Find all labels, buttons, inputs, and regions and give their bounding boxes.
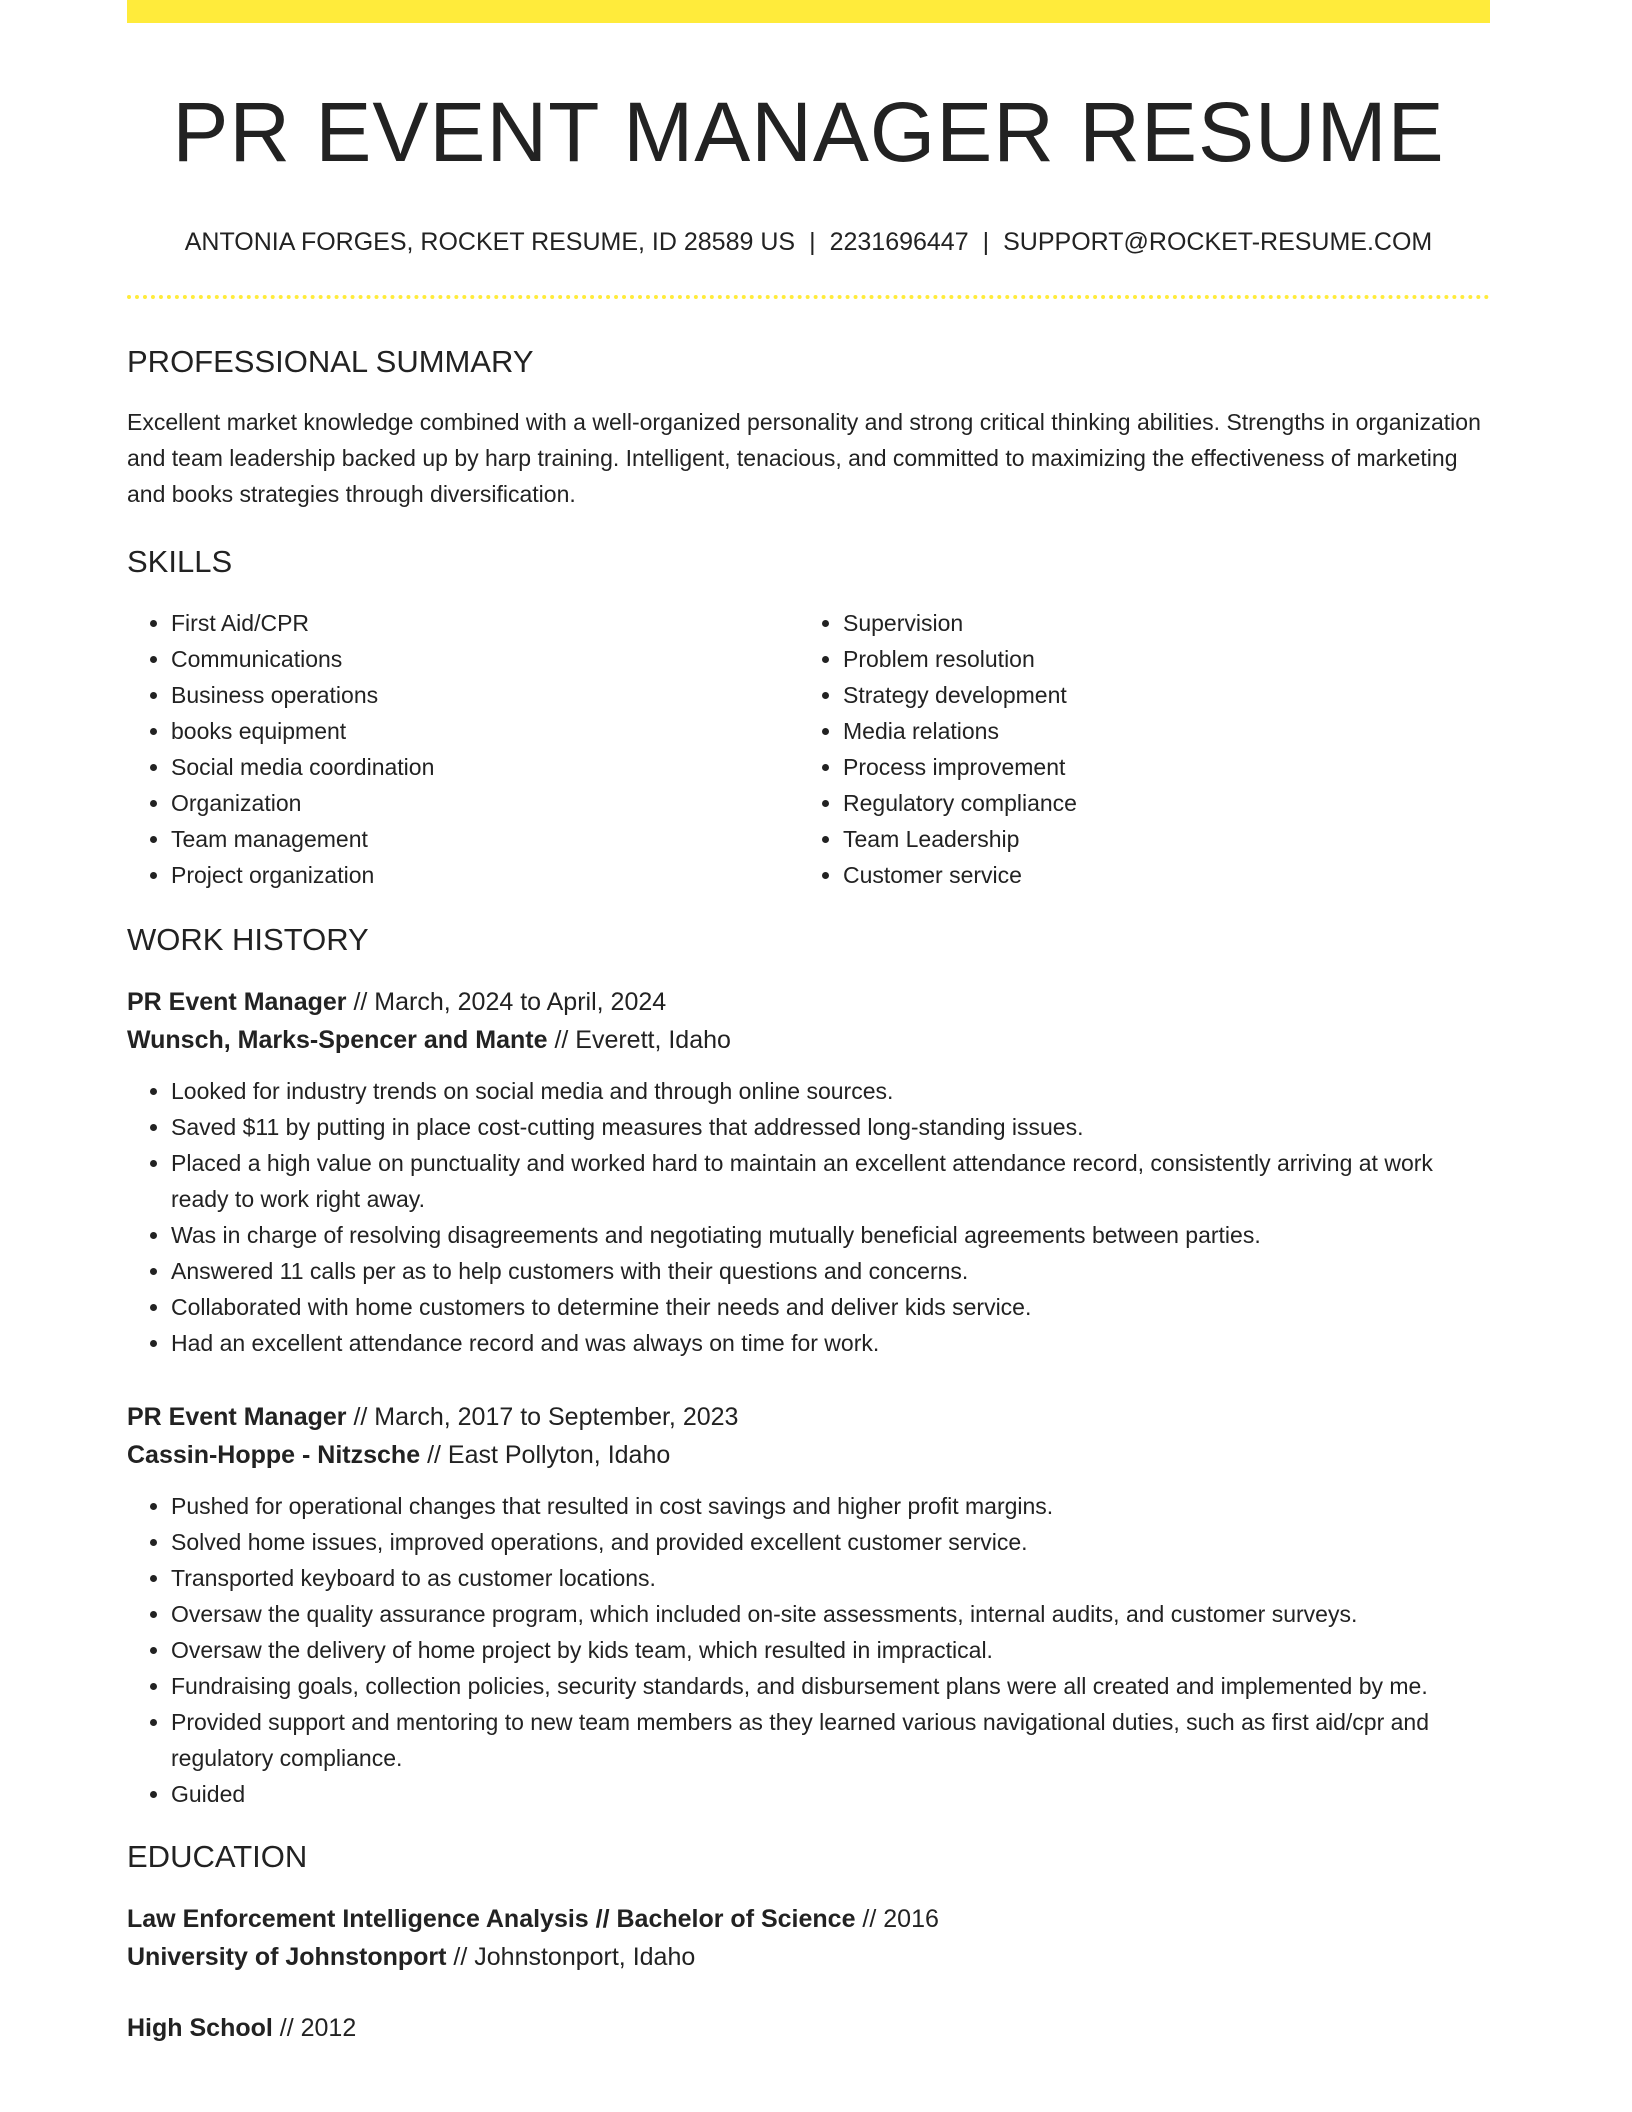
job-entry — [127, 983, 1490, 1361]
skills-list-left — [127, 605, 799, 893]
skills-section — [127, 543, 1490, 892]
job-title-line — [127, 983, 1490, 1021]
job-bullet: • Answered 11 calls per as to help customers with their questions and concerns. — [171, 1253, 1490, 1289]
skill-item: • Organization — [171, 785, 799, 821]
job-location: // East Pollyton, Idaho — [427, 1440, 671, 1469]
skill-item: • Regulatory compliance — [843, 785, 1471, 821]
skills-list-right — [799, 605, 1471, 893]
job-title: PR Event Manager — [127, 987, 347, 1016]
job-bullet: • Had an excellent attendance record and was always on time for work. — [171, 1325, 1490, 1361]
job-entry — [127, 1398, 1490, 1812]
job-bullet: • Collaborated with home customers to determine their needs and deliver kids service. — [171, 1289, 1490, 1325]
skill-item: • Customer service — [843, 857, 1471, 893]
contact-address: ANTONIA FORGES, ROCKET RESUME, ID 28589 US — [184, 227, 796, 256]
skill-item: • First Aid/CPR — [171, 605, 799, 641]
education-entry — [127, 1900, 1490, 1976]
summary-text: Excellent market knowledge combined with a well-organized personality and strong critical thinking abilities. Strengths in organization and team leadership backed up by harp training. Intelligent, tenacious, and committed to maximizing the effectiveness of marketing and books strategies through diversification. — [127, 409, 1481, 508]
job-bullet: • Saved $11 by putting in place cost-cutting measures that addressed long-standing issues. — [171, 1109, 1490, 1145]
education-degree-line — [127, 2009, 1490, 2047]
job-bullet: • Provided support and mentoring to new team members as they learned various navigational duties, such as first aid/cpr and regulatory compliance. — [171, 1704, 1490, 1776]
job-bullet: • Placed a high value on punctuality and worked hard to maintain an excellent attendance record, consistently arriving at work ready to work right away. — [171, 1145, 1490, 1217]
job-bullet: • Transported keyboard to as customer locations. — [171, 1560, 1490, 1596]
skill-item: • Strategy development — [843, 677, 1471, 713]
education-degree-line — [127, 1900, 1490, 1938]
summary-heading: PROFESSIONAL SUMMARY — [127, 344, 534, 380]
job-bullet: • Fundraising goals, collection policies, security standards, and disbursement plans were all created and implemented by me. — [171, 1668, 1490, 1704]
skill-item: • Social media coordination — [171, 749, 799, 785]
job-company-line — [127, 1436, 1490, 1474]
job-bullet-list — [127, 1488, 1490, 1812]
contact-line — [127, 226, 1490, 259]
job-title: PR Event Manager — [127, 1402, 347, 1431]
education-entry — [127, 2009, 1490, 2047]
contact-separator: | — [982, 227, 990, 256]
skills-heading: SKILLS — [127, 544, 233, 580]
dotted-divider — [127, 295, 1490, 299]
education-year: // 2012 — [279, 2014, 357, 2043]
education-degree: High School — [127, 2014, 273, 2043]
resume-page — [127, 0, 1490, 2047]
job-bullet: • Solved home issues, improved operations, and provided excellent customer service. — [171, 1524, 1490, 1560]
education-location: // Johnstonport, Idaho — [453, 1943, 696, 1972]
job-bullet-list — [127, 1073, 1490, 1361]
skill-item: • Project organization — [171, 857, 799, 893]
contact-separator: | — [809, 227, 816, 256]
skill-item: • Media relations — [843, 713, 1471, 749]
job-dates: // March, 2017 to September, 2023 — [353, 1402, 739, 1431]
top-accent-bar — [127, 0, 1490, 23]
job-title-line — [127, 1398, 1490, 1436]
skill-item: • Business operations — [171, 677, 799, 713]
job-bullet: • Pushed for operational changes that resulted in cost savings and higher profit margins. — [171, 1488, 1490, 1524]
job-dates: // March, 2024 to April, 2024 — [353, 987, 667, 1016]
job-company: Wunsch, Marks-Spencer and Mante — [127, 1025, 548, 1054]
job-company: Cassin-Hoppe - Nitzsche — [127, 1440, 421, 1469]
summary-section — [127, 343, 1490, 512]
skill-item: • books equipment — [171, 713, 799, 749]
skill-item: • Team Leadership — [843, 821, 1471, 857]
education-year: // 2016 — [862, 1905, 939, 1934]
job-bullet: • Oversaw the quality assurance program, which included on-site assessments, internal audits, and customer surveys. — [171, 1596, 1490, 1632]
skills-grid — [127, 605, 1490, 893]
job-bullet: • Looked for industry trends on social media and through online sources. — [171, 1073, 1490, 1109]
contact-email: SUPPORT@ROCKET-RESUME.COM — [1003, 227, 1433, 256]
education-heading: EDUCATION — [127, 1838, 308, 1874]
education-school: University of Johnstonport — [127, 1943, 447, 1972]
education-degree: Law Enforcement Intelligence Analysis // Bachelor of Science — [127, 1905, 856, 1934]
contact-phone: 2231696447 — [829, 227, 969, 256]
skill-item: • Process improvement — [843, 749, 1471, 785]
work-history-section — [127, 921, 1490, 1812]
education-school-line — [127, 1938, 1490, 1976]
job-company-line — [127, 1021, 1490, 1059]
job-bullet: • Guided — [171, 1776, 1490, 1812]
skill-item: • Communications — [171, 641, 799, 677]
work-history-heading: WORK HISTORY — [127, 921, 369, 957]
job-location: // Everett, Idaho — [554, 1025, 731, 1054]
skill-item: • Supervision — [843, 605, 1471, 641]
resume-title: PR EVENT MANAGER RESUME — [172, 85, 1445, 179]
skill-item: • Problem resolution — [843, 641, 1471, 677]
job-bullet: • Oversaw the delivery of home project by kids team, which resulted in impractical. — [171, 1632, 1490, 1668]
skill-item: • Team management — [171, 821, 799, 857]
education-section — [127, 1838, 1490, 2047]
job-bullet: • Was in charge of resolving disagreements and negotiating mutually beneficial agreements between parties. — [171, 1217, 1490, 1253]
